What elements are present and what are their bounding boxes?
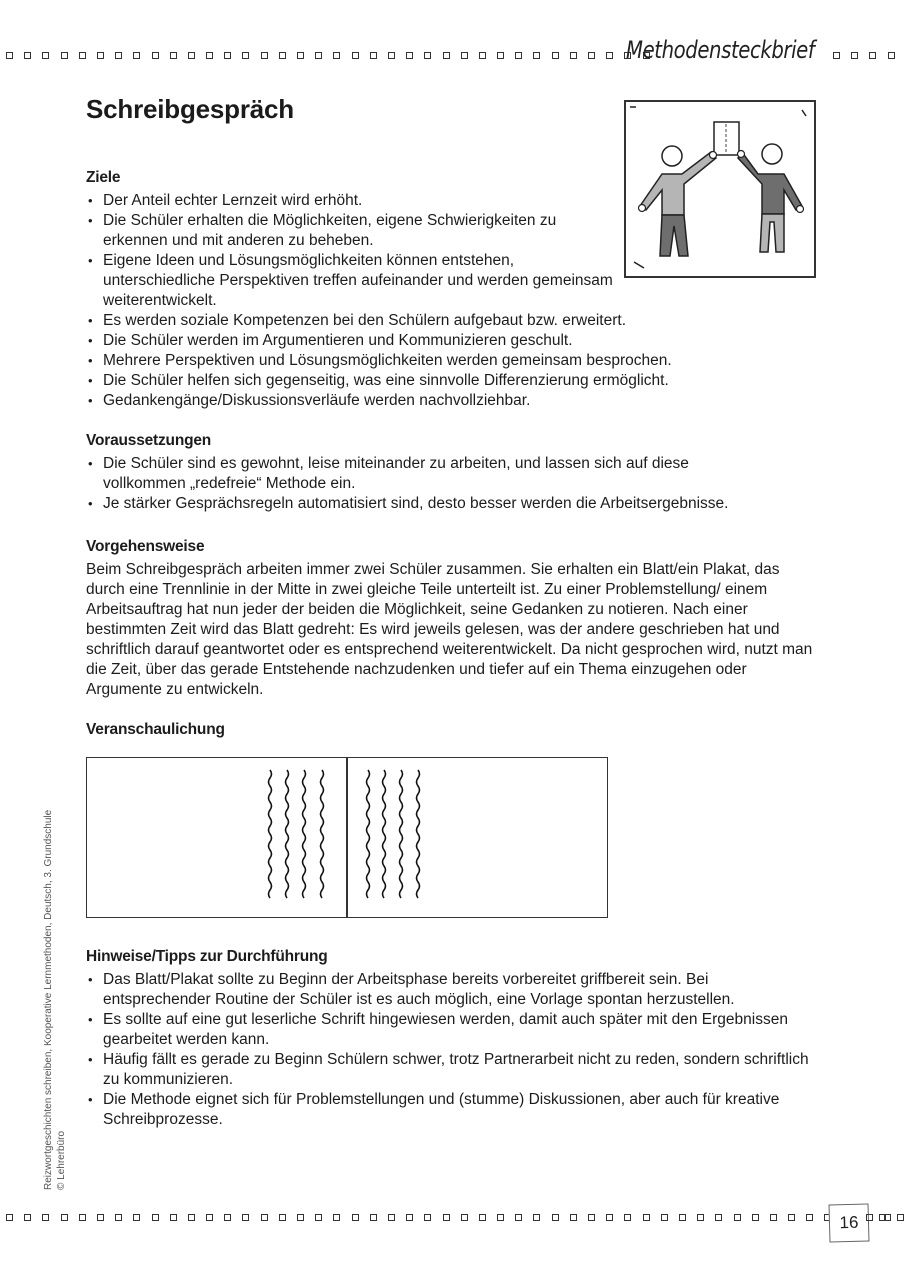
dot-square-icon [624, 1214, 631, 1221]
dot-square-icon [42, 52, 49, 59]
dot-square-icon [606, 52, 613, 59]
dot-square-icon [851, 52, 858, 59]
dot-square-icon [497, 52, 504, 59]
dot-square-icon [170, 1214, 177, 1221]
copyright-side-note [42, 810, 68, 1190]
dot-square-icon [261, 1214, 268, 1221]
dot-square-icon [370, 1214, 377, 1221]
dot-square-icon [884, 1214, 891, 1221]
wavy-writing-lines-icon [87, 758, 606, 916]
dot-square-icon [770, 1214, 777, 1221]
dot-square-icon [715, 1214, 722, 1221]
list-item: • Mehrere Perspektiven und Lösungsmöglichkeiten werden gemeinsam besprochen. [86, 351, 816, 371]
list-item: • Gedankengänge/Diskussionsverläufe werden nachvollziehbar. [86, 391, 816, 411]
voraussetzungen-list [86, 454, 806, 514]
dot-square-icon [552, 1214, 559, 1221]
dot-square-icon [297, 1214, 304, 1221]
list-item: • Eigene Ideen und Lösungsmöglichkeiten können entstehen, unterschiedliche Perspektiven treffen aufeinander und werden gemeinsam weiterentwickelt. [86, 251, 613, 311]
dot-square-icon [752, 1214, 759, 1221]
section-heading-veranschaulichung: Veranschaulichung [86, 721, 225, 738]
dot-square-icon [42, 1214, 49, 1221]
dot-square-icon [497, 1214, 504, 1221]
list-item: • Der Anteil echter Lernzeit wird erhöht. [86, 191, 816, 211]
dot-square-icon [242, 1214, 249, 1221]
split-sheet-diagram [86, 757, 608, 918]
bottom-dot-border-left [6, 1212, 905, 1222]
dot-square-icon [152, 1214, 159, 1221]
page-number: 16 [829, 1203, 870, 1242]
section-veranschaulichung [86, 720, 386, 743]
section-voraussetzungen [86, 431, 806, 514]
list-item: • Es sollte auf eine gut leserliche Schrift hingewiesen werden, damit auch später mit den Ergebnissen gearbeitet werden kann. [86, 1010, 816, 1050]
dot-square-icon [188, 1214, 195, 1221]
dot-square-icon [788, 1214, 795, 1221]
top-dot-border-right [833, 50, 905, 60]
hinweise-list [86, 970, 816, 1130]
dot-square-icon [533, 52, 540, 59]
dot-square-icon [352, 52, 359, 59]
dot-square-icon [588, 52, 595, 59]
page-title: Schreibgespräch [86, 94, 294, 124]
dot-square-icon [588, 1214, 595, 1221]
dot-square-icon [866, 1214, 873, 1221]
top-dot-border-left [6, 50, 661, 60]
list-item: • Die Methode eignet sich für Problemstellungen und (stumme) Diskussionen, aber auch für kreative Schreibprozesse. [86, 1090, 803, 1130]
dot-square-icon [152, 52, 159, 59]
dot-square-icon [479, 1214, 486, 1221]
dot-square-icon [279, 1214, 286, 1221]
dot-square-icon [79, 52, 86, 59]
dot-square-icon [24, 1214, 31, 1221]
dot-square-icon [279, 52, 286, 59]
dot-square-icon [61, 1214, 68, 1221]
dot-square-icon [133, 52, 140, 59]
dot-square-icon [515, 52, 522, 59]
dot-square-icon [79, 1214, 86, 1221]
dot-square-icon [661, 1214, 668, 1221]
bottom-dot-border-right [866, 1212, 902, 1222]
dot-square-icon [315, 52, 322, 59]
dot-square-icon [833, 52, 840, 59]
list-item: • Die Schüler erhalten die Möglichkeiten, eigene Schwierigkeiten zu erkennen und mit anderen zu beheben. [86, 211, 613, 251]
dot-square-icon [515, 1214, 522, 1221]
dot-square-icon [643, 1214, 650, 1221]
dot-square-icon [370, 52, 377, 59]
dot-square-icon [352, 1214, 359, 1221]
list-item: • Das Blatt/Plakat sollte zu Beginn der Arbeitsphase bereits vorbereitet griffbereit sein. Bei entsprechender Routine der Schüler ist es auch möglich, eine Vorlage spontan herzustellen. [86, 970, 816, 1010]
dot-square-icon [115, 52, 122, 59]
dot-square-icon [552, 52, 559, 59]
dot-square-icon [261, 52, 268, 59]
dot-square-icon [888, 52, 895, 59]
dot-square-icon [533, 1214, 540, 1221]
dot-square-icon [224, 52, 231, 59]
section-vorgehensweise [86, 537, 821, 700]
dot-square-icon [242, 52, 249, 59]
dot-square-icon [333, 1214, 340, 1221]
dot-square-icon [461, 1214, 468, 1221]
list-item: • Die Schüler werden im Argumentieren und Kommunizieren geschult. [86, 331, 816, 351]
dot-square-icon [6, 1214, 13, 1221]
dot-square-icon [461, 52, 468, 59]
list-item: • Häufig fällt es gerade zu Beginn Schülern schwer, trotz Partnerarbeit nicht zu reden, sondern schriftlich zu kommunizieren. [86, 1050, 816, 1090]
dot-square-icon [570, 52, 577, 59]
dot-square-icon [315, 1214, 322, 1221]
dot-square-icon [443, 52, 450, 59]
dot-square-icon [570, 1214, 577, 1221]
dot-square-icon [97, 52, 104, 59]
dot-square-icon [115, 1214, 122, 1221]
dot-square-icon [479, 52, 486, 59]
dot-square-icon [206, 52, 213, 59]
dot-square-icon [734, 1214, 741, 1221]
section-heading-voraussetzungen: Voraussetzungen [86, 432, 212, 449]
dot-square-icon [406, 1214, 413, 1221]
dot-square-icon [679, 1214, 686, 1221]
side-note-copyright: © Lehrerbüro [56, 1130, 67, 1190]
dot-square-icon [388, 52, 395, 59]
list-item: • Die Schüler helfen sich gegenseitig, was eine sinnvolle Differenzierung ermöglicht. [86, 371, 816, 391]
list-item: • Je stärker Gesprächsregeln automatisiert sind, desto besser werden die Arbeitsergebnisse. [86, 494, 806, 514]
dot-square-icon [170, 52, 177, 59]
section-heading-ziele: Ziele [86, 169, 121, 186]
dot-square-icon [697, 1214, 704, 1221]
dot-square-icon [806, 1214, 813, 1221]
dot-square-icon [333, 52, 340, 59]
dot-square-icon [24, 52, 31, 59]
dot-square-icon [206, 1214, 213, 1221]
dot-square-icon [388, 1214, 395, 1221]
dot-square-icon [424, 52, 431, 59]
dot-square-icon [406, 52, 413, 59]
dot-square-icon [97, 1214, 104, 1221]
dot-square-icon [297, 52, 304, 59]
dot-square-icon [224, 1214, 231, 1221]
section-hinweise [86, 947, 816, 1130]
header-label: Methodensteckbrief [626, 36, 815, 64]
list-item: • Die Schüler sind es gewohnt, leise miteinander zu arbeiten, und lassen sich auf diese vollkommen „redefreie“ Methode ein. [86, 454, 763, 494]
dot-square-icon [61, 52, 68, 59]
vorgehensweise-paragraph: Beim Schreibgespräch arbeiten immer zwei Schüler zusammen. Sie erhalten ein Blatt/ein Plakat, das durch eine Trennlinie in der Mitte in zwei gleiche Teile unterteilt ist. Zu einer Problemstellung/ einem Arbeitsauftrag hat nun jeder der beiden die Möglichkeit, seine Gedanken zu notieren. Nach einer bestimmten Zeit wird das Blatt gedreht: Es wird jeweils gelesen, was der andere geschrieben hat und schriftlich darauf geantwortet oder es entsprechend weiterentwickelt. Da nicht gesprochen wird, nutzt man die Zeit, über das gerade Entstehende nachzudenken und tiefer auf ein Thema einzugehen oder Argumente zu entwickeln. [86, 561, 813, 698]
dot-square-icon [869, 52, 876, 59]
dot-square-icon [443, 1214, 450, 1221]
dot-square-icon [133, 1214, 140, 1221]
side-note-source: Reizwortgeschichten schreiben, Kooperative Lernmethoden, Deutsch, 3. Grundschule [43, 809, 54, 1190]
ziele-list [86, 191, 816, 411]
dot-square-icon [188, 52, 195, 59]
section-ziele [86, 168, 816, 411]
dot-square-icon [424, 1214, 431, 1221]
section-heading-vorgehensweise: Vorgehensweise [86, 538, 205, 555]
section-heading-hinweise: Hinweise/Tipps zur Durchführung [86, 948, 328, 965]
dot-square-icon [6, 52, 13, 59]
list-item: • Es werden soziale Kompetenzen bei den Schülern aufgebaut bzw. erweitert. [86, 311, 816, 331]
dot-square-icon [606, 1214, 613, 1221]
